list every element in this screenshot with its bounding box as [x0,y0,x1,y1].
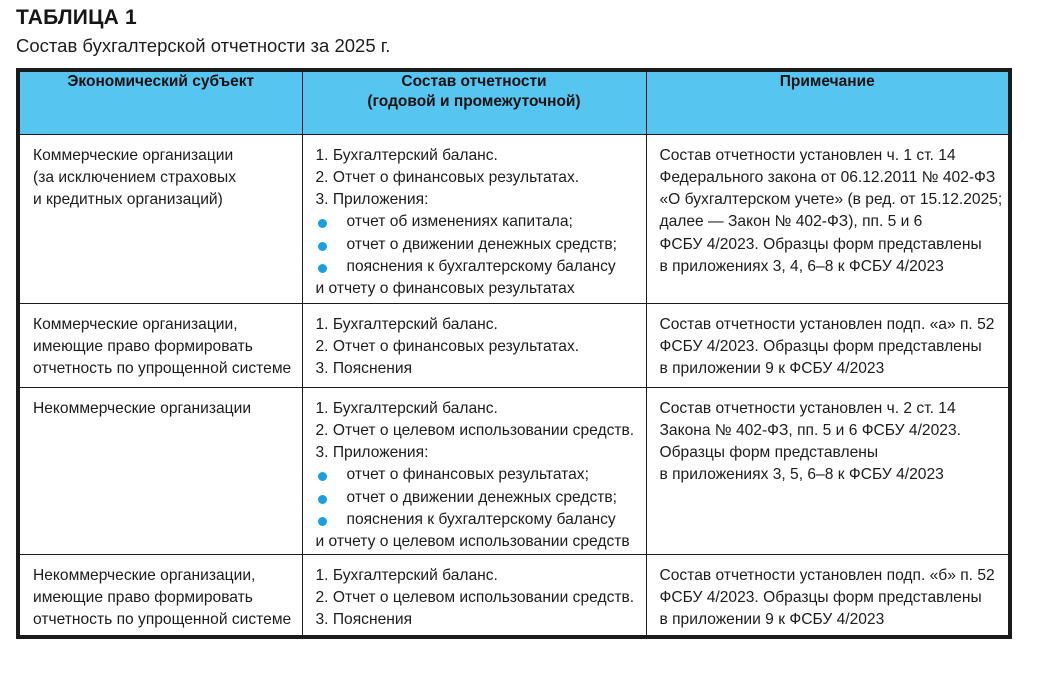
text-line: в приложении 9 к ФСБУ 4/2023 [659,611,885,629]
table-label: ТАБЛИЦА 1 [16,6,137,29]
bullet-item [316,256,634,278]
text-line: ФСБУ 4/2023. Образцы форм представлены [659,235,982,253]
bullet-item-label: пояснения к бухгалтерскому балансу [346,510,616,528]
table-container [16,68,1012,639]
cell-note-content [647,304,1009,387]
bullet-item [316,234,634,256]
table-header [18,70,1010,135]
bullet-item [316,509,634,531]
text-line: имеющие право формировать [33,589,253,607]
cell-subject [18,388,302,555]
cell-composition [302,555,646,638]
column-header-note-label: Примечание [779,73,875,90]
text-line: Закона № 402-ФЗ, пп. 5 и 6 ФСБУ 4/2023. [659,422,961,440]
bullet-dot-icon [318,264,327,273]
text-line: в приложениях 3, 5, 6–8 к ФСБУ 4/2023 [659,466,944,484]
table-row [18,555,1010,638]
numbered-item: 3. Приложения: [315,444,429,462]
column-header-composition-label-line2: (годовой и промежуточной) [367,92,581,110]
table-row [18,388,1010,555]
cell-composition [302,304,646,388]
continuation-line: и отчету о целевом использовании средств [315,532,630,550]
numbered-item: 3. Пояснения [315,360,413,378]
cell-composition [302,388,646,555]
bullet-item [316,211,634,233]
bullet-item-label: отчет о движении денежных средств; [346,488,618,506]
bullet-item [316,487,634,509]
cell-note-content [647,388,1009,554]
bullet-dot-icon [318,517,327,526]
continuation-line: и отчету о финансовых результатах [315,279,575,297]
cell-composition-content [303,555,646,635]
text-line: Федерального закона от 06.12.2011 № 402-ФЗ [659,169,996,187]
text-line: имеющие право формировать [33,338,253,356]
numbered-item: 2. Отчет о финансовых результатах. [315,338,580,356]
text-line: Состав отчетности установлен ч. 1 ст. 14 [659,147,956,164]
table-body [18,135,1010,638]
column-header-composition [302,70,646,135]
cell-subject [18,135,302,304]
cell-subject [18,555,302,638]
text-line: Состав отчетности установлен подп. «б» п. 52 [659,567,995,584]
numbered-item: 2. Отчет о финансовых результатах. [315,169,580,187]
cell-subject-content [20,135,302,303]
cell-subject-content [20,304,302,387]
table-row [18,304,1010,388]
text-line: Коммерческие организации [33,147,234,164]
numbered-item: 2. Отчет о целевом использовании средств. [315,589,635,607]
text-line: Образцы форм представлены [659,444,879,462]
column-header-note [646,70,1010,135]
cell-note [646,555,1010,638]
cell-composition [302,135,646,304]
numbered-item: 3. Пояснения [315,611,413,629]
numbered-item: 1. Бухгалтерский баланс. [315,567,498,584]
text-line: (за исключением страховых [33,169,237,187]
table-subtitle: Состав бухгалтерской отчетности за 2025 г. [16,35,391,57]
text-line: ФСБУ 4/2023. Образцы форм представлены [659,338,982,356]
bullet-item-label: отчет об изменениях капитала; [346,213,573,231]
text-line: Некоммерческие организации, [33,567,256,584]
column-header-subject [18,70,302,135]
text-line: в приложениях 3, 4, 6–8 к ФСБУ 4/2023 [659,257,944,275]
bullet-item-label: отчет о движении денежных средств; [346,235,618,253]
cell-note [646,304,1010,388]
text-line: Коммерческие организации, [33,316,238,333]
bullet-dot-icon [318,495,327,504]
cell-note-content [647,555,1009,635]
cell-composition-content [303,388,646,554]
text-line: ФСБУ 4/2023. Образцы форм представлены [659,589,982,607]
cell-subject-content [20,555,302,635]
table-caption-block [16,6,1016,57]
text-line: Состав отчетности установлен ч. 2 ст. 14 [659,400,956,417]
text-line: отчетность по упрощенной системе [33,611,292,629]
accounting-report-table [16,68,1012,639]
bullet-list [316,211,634,277]
bullet-dot-icon [318,219,327,228]
table-header-row [18,70,1010,135]
text-line: Некоммерческие организации [33,400,252,417]
numbered-item: 1. Бухгалтерский баланс. [315,400,498,417]
text-line: и кредитных организаций) [33,191,223,209]
text-line: Состав отчетности установлен подп. «а» п. 52 [659,316,995,333]
text-line: в приложении 9 к ФСБУ 4/2023 [659,360,885,378]
text-line: далее — Закон № 402-ФЗ), пп. 5 и 6 [659,213,923,231]
cell-note-content [647,135,1009,303]
cell-note [646,388,1010,555]
numbered-item: 1. Бухгалтерский баланс. [315,147,498,164]
cell-subject-content [20,388,302,554]
cell-note [646,135,1010,304]
bullet-dot-icon [318,472,327,481]
cell-subject [18,304,302,388]
bullet-item [316,464,634,486]
text-line: «О бухгалтерском учете» (в ред. от 15.12.2025; [659,191,1003,209]
bullet-dot-icon [318,242,327,251]
numbered-item: 1. Бухгалтерский баланс. [315,316,498,333]
cell-composition-content [303,304,646,387]
bullet-item-label: отчет о финансовых результатах; [346,466,589,484]
bullet-list [316,464,634,530]
table-row [18,135,1010,304]
cell-composition-content [303,135,646,303]
numbered-item: 2. Отчет о целевом использовании средств. [315,422,635,440]
numbered-item: 3. Приложения: [315,191,429,209]
column-header-subject-label: Экономический субъект [67,73,255,90]
column-header-composition-label-line1: Состав отчетности [401,73,547,90]
text-line: отчетность по упрощенной системе [33,360,292,378]
bullet-item-label: пояснения к бухгалтерскому балансу [346,257,616,275]
